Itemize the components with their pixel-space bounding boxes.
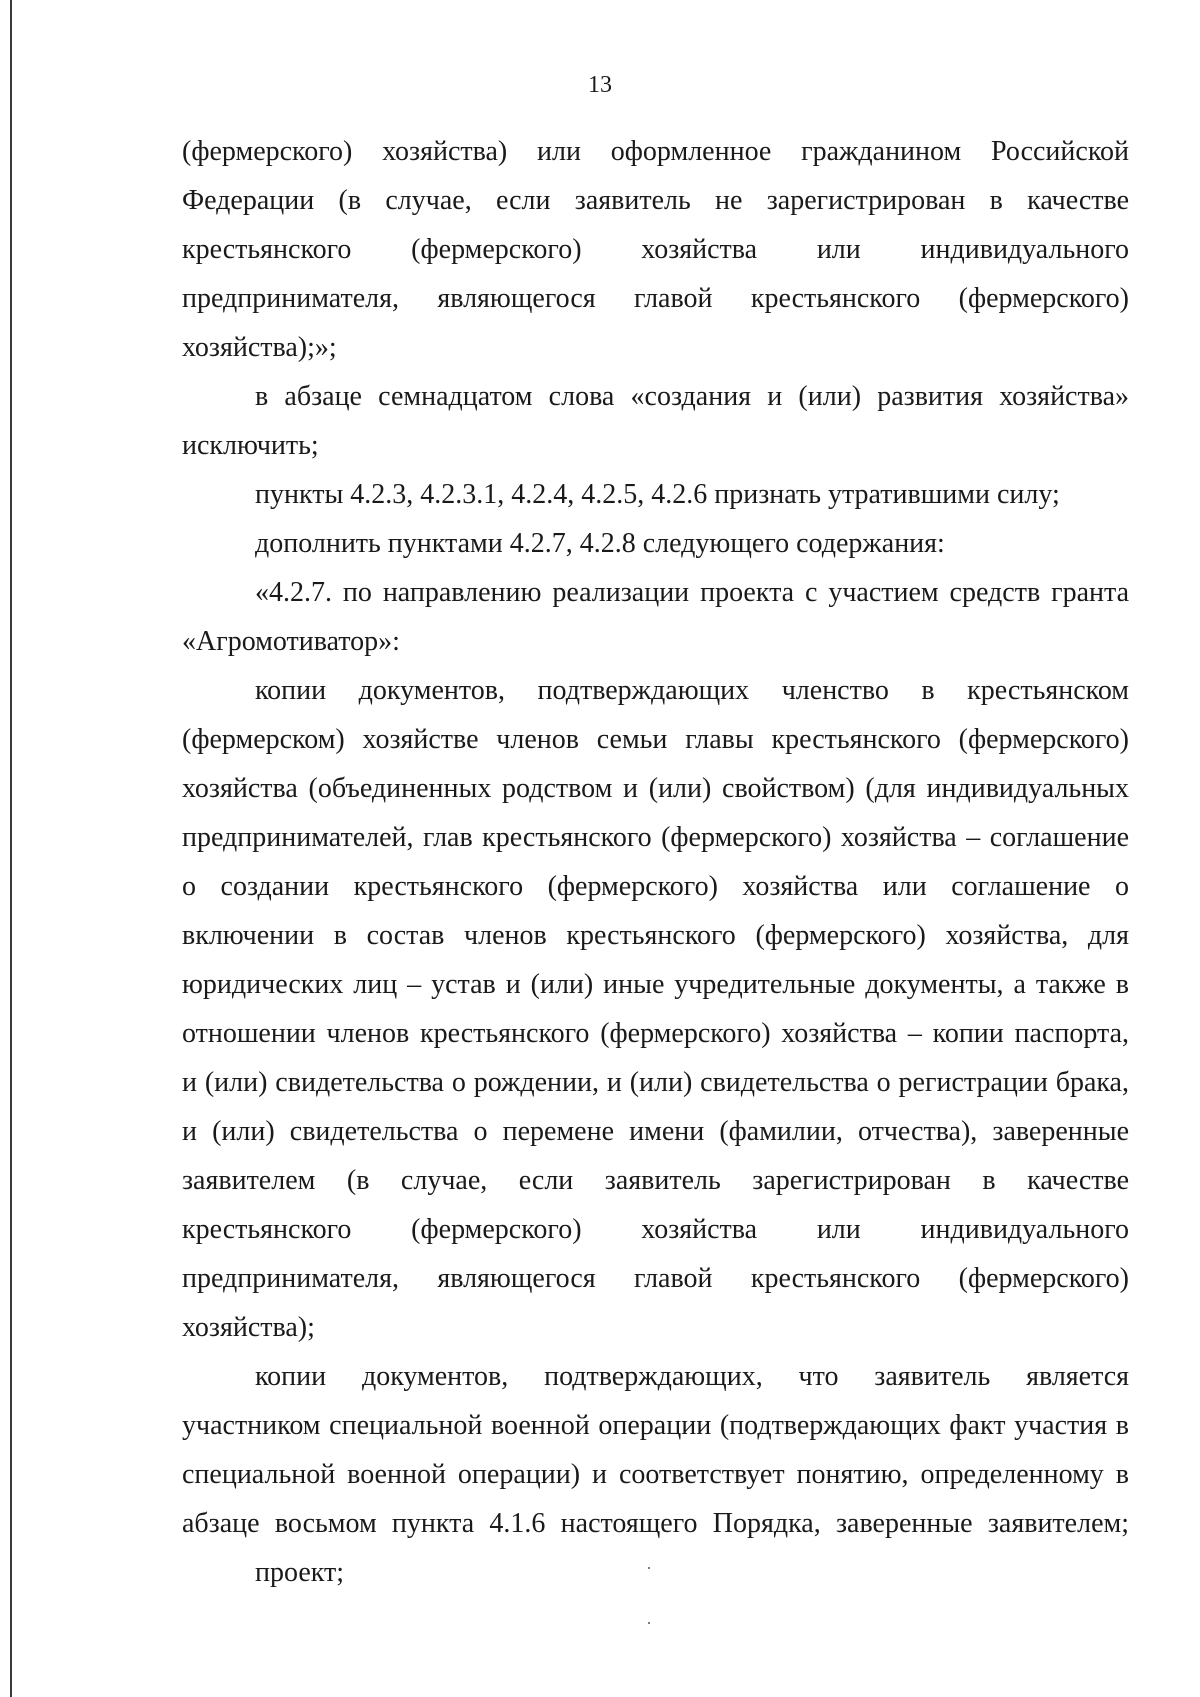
text-line: Федерации (в случае, если заявитель не зарегистрирован в качестве	[182, 185, 1129, 216]
page-number: 13	[588, 72, 612, 98]
text-line: в абзаце семнадцатом слова «создания и (или) развития хозяйства»	[255, 381, 1129, 412]
scan-speck	[648, 1622, 650, 1624]
text-line: предпринимателя, являющегося главой крестьянского (фермерского)	[182, 1263, 1129, 1294]
text-line: о создании крестьянского (фермерского) хозяйства или соглашение о	[182, 871, 1129, 902]
text-line: хозяйства);	[182, 1312, 315, 1343]
text-line: копии документов, подтверждающих членство в крестьянском	[255, 675, 1129, 706]
scan-speck	[648, 1567, 650, 1569]
text-line: абзаце восьмом пункта 4.1.6 настоящего Порядка, заверенные заявителем;	[182, 1508, 1129, 1539]
text-line: (фермерского) хозяйства) или оформленное гражданином Российской	[182, 136, 1129, 167]
text-line: «4.2.7. по направлению реализации проекта с участием средств гранта	[255, 577, 1129, 608]
text-line: включении в состав членов крестьянского (фермерского) хозяйства, для	[182, 920, 1129, 951]
text-line: предпринимателя, являющегося главой крестьянского (фермерского)	[182, 283, 1129, 314]
text-line: проект;	[255, 1557, 345, 1588]
text-line: крестьянского (фермерского) хозяйства или индивидуального	[182, 1214, 1129, 1245]
text-line: дополнить пунктами 4.2.7, 4.2.8 следующего содержания:	[255, 528, 945, 559]
text-line: исключить;	[182, 430, 319, 461]
text-line: предпринимателей, глав крестьянского (фермерского) хозяйства – соглашение	[182, 822, 1129, 853]
text-line: и (или) свидетельства о перемене имени (фамилии, отчества), заверенные	[182, 1116, 1129, 1147]
text-line: копии документов, подтверждающих, что заявитель является	[255, 1361, 1129, 1392]
text-line: (фермерском) хозяйстве членов семьи главы крестьянского (фермерского)	[182, 724, 1129, 755]
text-line: отношении членов крестьянского (фермерского) хозяйства – копии паспорта,	[182, 1018, 1129, 1049]
text-line: «Агромотиватор»:	[182, 626, 400, 657]
text-line: пункты 4.2.3, 4.2.3.1, 4.2.4, 4.2.5, 4.2.6 признать утратившими силу;	[255, 479, 1060, 510]
text-line: заявителем (в случае, если заявитель зарегистрирован в качестве	[182, 1165, 1129, 1196]
scan-left-edge	[10, 0, 12, 1697]
text-line: хозяйства (объединенных родством и (или) свойством) (для индивидуальных	[182, 773, 1129, 804]
text-line: специальной военной операции) и соответствует понятию, определенному в	[182, 1459, 1129, 1490]
text-line: юридических лиц – устав и (или) иные учредительные документы, а также в	[182, 969, 1129, 1000]
text-line: крестьянского (фермерского) хозяйства или индивидуального	[182, 234, 1129, 265]
text-line: хозяйства);»;	[182, 332, 337, 363]
text-line: и (или) свидетельства о рождении, и (или) свидетельства о регистрации брака,	[182, 1067, 1129, 1098]
text-line: участником специальной военной операции (подтверждающих факт участия в	[182, 1410, 1129, 1441]
